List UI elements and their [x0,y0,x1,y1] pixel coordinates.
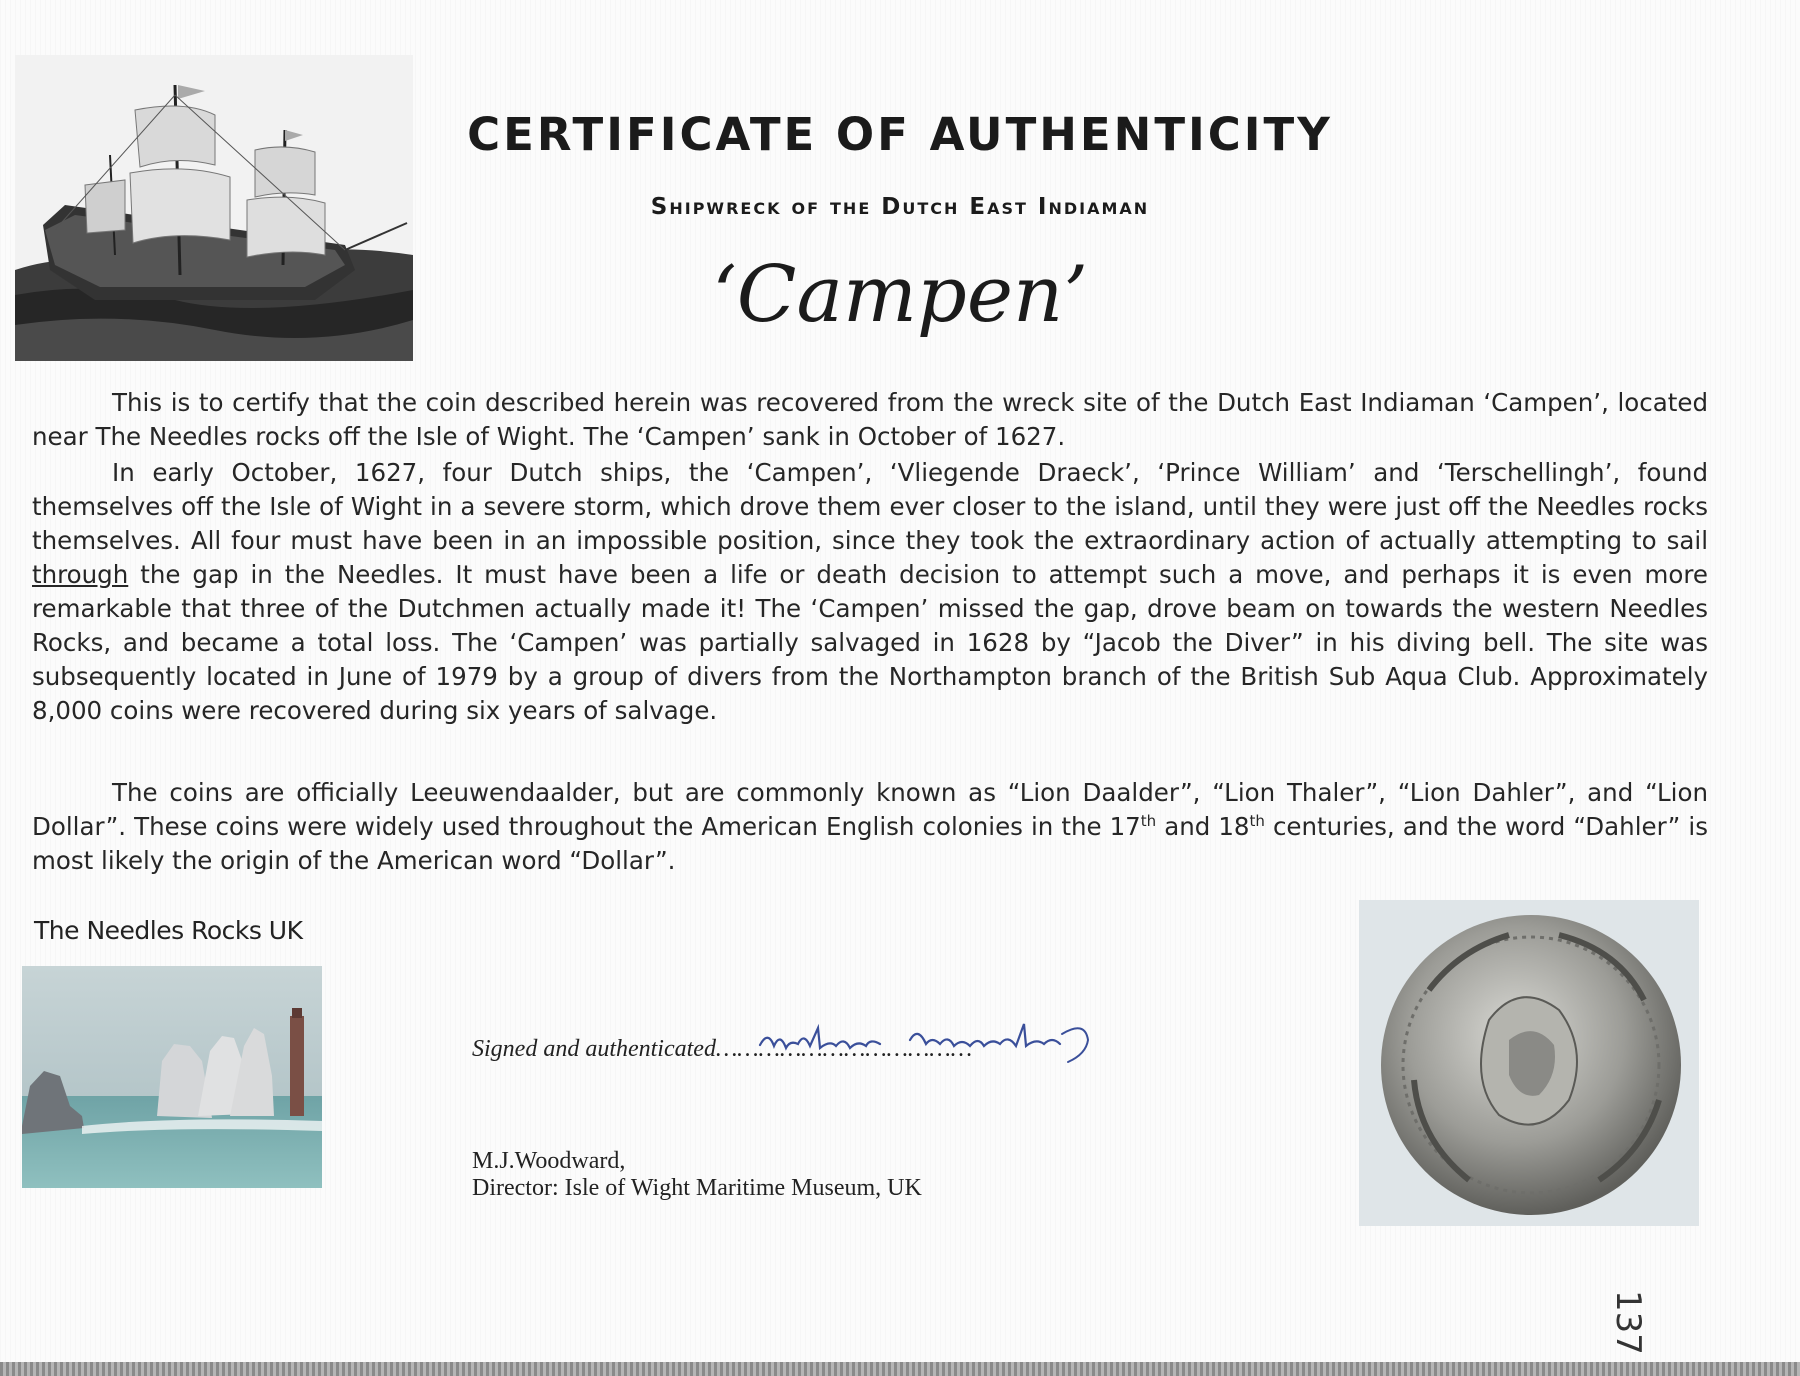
paragraph-history-text-1: In early October, 1627, four Dutch ships, the ‘Campen’, ‘Vliegende Draeck’, ‘Prince William’ and ‘Terschellingh’, found themselves off the Isle of Wight in a severe storm, which drove them ever closer to the island, until they were just off the Needles rocks themselves. All four must have been in an impossible position, since they took the extraordinary action of actually attempting to sail [32,458,1708,555]
handwritten-signature [740,1010,1160,1080]
needles-rocks-photo [22,966,322,1188]
needles-caption: The Needles Rocks UK [34,916,303,945]
certificate-title: CERTIFICATE OF AUTHENTICITY [467,108,1333,161]
paragraph-coins-text-1: The coins are officially Leeuwendaalder, but are commonly known as “Lion Daalder”, “Lion Thaler”, “Lion Dahler”, and “Lion Dollar”. These coins were widely used throughout the American English colonies in the 17 [32,778,1708,841]
paragraph-coins-text-2: and 18 [1156,812,1250,841]
ordinal-suffix: th [1140,811,1157,830]
scan-edge-band [0,1362,1800,1376]
signer-name: M.J.Woodward, [472,1148,626,1174]
signed-label: Signed and authenticated……………………………… [472,1036,973,1062]
signer-title: Director: Isle of Wight Maritime Museum, UK [472,1175,922,1201]
paragraph-coins [32,776,1708,878]
lion-daalder-coin-photo [1359,900,1699,1226]
ship-name: ‘Campen’ [711,250,1089,340]
paragraph-certification [32,386,1708,454]
certificate-subtitle: Shipwreck of the Dutch East Indiaman [650,194,1150,220]
paragraph-certification-text: This is to certify that the coin described herein was recovered from the wreck site of the Dutch East Indiaman ‘Campen’, located near The Needles rocks off the Isle of Wight. The ‘Campen’ sank in October of 1627. [32,388,1708,451]
ordinal-suffix: th [1249,811,1265,830]
paragraph-coins-text-3: centuries, and the word “Dahler” is most likely the origin of the American word “Dollar”. [32,812,1708,875]
page-number: 137 [1608,1290,1648,1355]
paragraph-history-text-2: the gap in the Needles. It must have been a life or death decision to attempt such a move, and perhaps it is even more remarkable that three of the Dutchmen actually made it! The ‘Campen’ missed the gap, drove beam on towards the western Needles Rocks, and became a total loss. The ‘Campen’ was partially salvaged in 1628 by “Jacob the Diver” in his diving bell. The site was subsequently located in June of 1979 by a group of divers from the Northampton branch of the British Sub Aqua Club. Approximately 8,000 coins were recovered during six years of salvage. [32,560,1708,725]
paragraph-history-emphasis: through [32,560,129,589]
paragraph-history [32,456,1708,728]
